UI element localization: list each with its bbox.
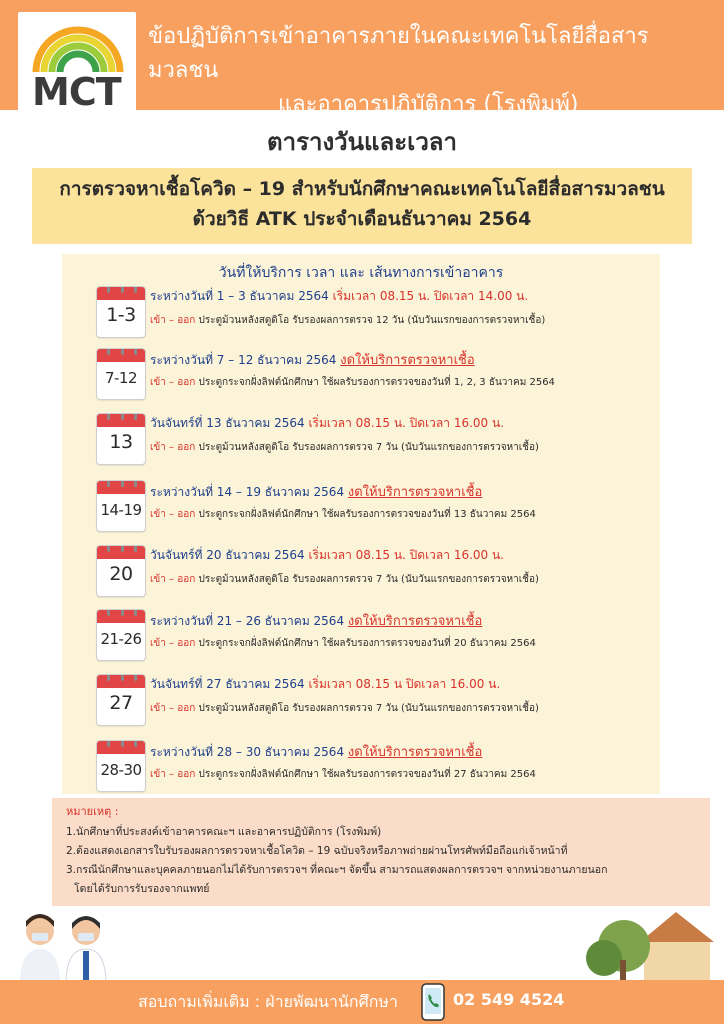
title-line-2: และอาคารปฏิบัติการ (โรงพิมพ์) — [278, 92, 579, 117]
calendar-date: 1-3 — [106, 304, 136, 326]
entry-access-label: เข้า – ออก — [150, 638, 196, 649]
entry-date-range: ระหว่างวันที่ 21 – 26 ธันวาคม 2564 — [150, 614, 348, 628]
entry-time: เริ่มเวลา 08.15 น. ปิดเวลา 16.00 น. — [308, 548, 504, 562]
entry-schedule-line — [150, 287, 528, 306]
entry-route-text: ประตูกระจกฝั่งลิฟต์นักศึกษา ใช้ผลรับรองการตรวจของวันที่ 13 ธันวาคม 2564 — [195, 509, 536, 520]
entry-closed-notice: งดให้บริการตรวจหาเชื้อ — [347, 614, 483, 629]
schedule-entry — [96, 286, 696, 348]
entry-schedule-line — [150, 546, 504, 565]
entry-route-line — [150, 767, 536, 782]
entry-schedule-line — [150, 675, 500, 694]
entry-date-range: ระหว่างวันที่ 14 – 19 ธันวาคม 2564 — [150, 485, 348, 499]
notes-list — [66, 823, 706, 899]
calendar-date: 28-30 — [100, 761, 142, 779]
entry-date-range: วันจันทร์ที่ 27 ธันวาคม 2564 — [150, 677, 309, 691]
entry-route-line — [150, 572, 539, 587]
entry-closed-notice: งดให้บริการตรวจหาเชื้อ — [347, 485, 483, 500]
notes-title: หมายเหตุ : — [66, 805, 119, 818]
entry-route-line — [150, 636, 536, 651]
students-illustration-icon — [6, 905, 116, 985]
entry-route-text: ประตูกระจกฝั่งลิฟต์นักศึกษา ใช้ผลรับรองการตรวจของวันที่ 20 ธันวาคม 2564 — [195, 638, 536, 649]
schedule-entry — [96, 740, 696, 802]
schedule-entry — [96, 348, 696, 410]
calendar-icon — [96, 286, 146, 338]
calendar-date: 7-12 — [104, 369, 138, 387]
panel-heading: วันที่ให้บริการ เวลา และ เส้นทางการเข้าอาคาร — [218, 265, 504, 281]
entry-date-range: วันจันทร์ที่ 13 ธันวาคม 2564 — [150, 416, 309, 430]
entry-access-label: เข้า – ออก — [150, 377, 196, 388]
calendar-icon — [96, 545, 146, 597]
page-title — [148, 20, 708, 122]
note-item: 1.นักศึกษาที่ประสงค์เข้าอาคารคณะฯ และอาคารปฏิบัติการ (โรงพิมพ์) — [66, 826, 382, 838]
schedule-entry — [96, 674, 696, 736]
note-item: 2.ต้องแสดงเอกสารใบรับรองผลการตรวจหาเชื้อโควิด – 19 ฉบับจริงหรือภาพถ่ายผ่านโทรศัพท์มือถือแก่เจ้าหน้าที่ — [66, 845, 568, 857]
banner-line-2: ด้วยวิธี ATK ประจำเดือนธันวาคม 2564 — [192, 208, 532, 230]
calendar-icon — [96, 348, 146, 400]
contact-phone: 02 549 4524 — [453, 990, 565, 1009]
calendar-icon — [96, 609, 146, 661]
entry-time: เริ่มเวลา 08.15 น ปิดเวลา 16.00 น. — [308, 677, 501, 691]
entry-route-line — [150, 440, 539, 455]
entry-schedule-line — [150, 414, 504, 433]
entry-schedule-line — [150, 349, 475, 370]
entry-closed-notice: งดให้บริการตรวจหาเชื้อ — [347, 745, 483, 760]
schedule-entry — [96, 545, 696, 607]
mct-logo — [18, 12, 136, 120]
entry-schedule-line — [150, 610, 482, 631]
calendar-icon — [96, 740, 146, 792]
entry-route-line — [150, 375, 555, 390]
entry-route-line — [150, 313, 545, 328]
calendar-date: 14-19 — [100, 501, 142, 519]
schedule-entry — [96, 480, 696, 542]
schedule-entry — [96, 413, 696, 475]
phone-icon — [420, 983, 446, 1021]
building-tree-illustration-icon — [584, 900, 714, 982]
calendar-icon — [96, 480, 146, 532]
entry-route-text: ประตูม้วนหลังสตูดิโอ รับรองผลการตรวจ 7 วัน (นับวันแรกของการตรวจหาเชื้อ) — [195, 442, 539, 453]
entry-date-range: ระหว่างวันที่ 7 – 12 ธันวาคม 2564 — [150, 353, 341, 367]
calendar-date: 21-26 — [100, 630, 142, 648]
schedule-entry — [96, 609, 696, 671]
entry-access-label: เข้า – ออก — [150, 509, 196, 520]
entry-closed-notice: งดให้บริการตรวจหาเชื้อ — [340, 353, 475, 368]
calendar-icon — [96, 413, 146, 465]
entry-time: เริ่มเวลา 08.15 น. ปิดเวลา 16.00 น. — [308, 416, 504, 430]
calendar-date: 27 — [109, 692, 133, 714]
entry-route-text: ประตูกระจกฝั่งลิฟต์นักศึกษา ใช้ผลรับรองการตรวจของวันที่ 27 ธันวาคม 2564 — [195, 769, 536, 780]
calendar-date: 13 — [109, 431, 133, 453]
logo-text: MCT — [32, 70, 121, 114]
entry-access-label: เข้า – ออก — [150, 769, 196, 780]
note-item: 3.กรณีนักศึกษาและบุคคลภายนอกไม่ได้รับการตรวจฯ ที่คณะฯ จัดขึ้น สามารถแสดงผลการตรวจฯ จากหน่วยงานภายนอก — [66, 864, 608, 876]
title-line-1: ข้อปฏิบัติการเข้าอาคารภายในคณะเทคโนโลยีสื่อสารมวลชน — [148, 24, 649, 83]
entry-route-line — [150, 507, 536, 522]
entry-access-label: เข้า – ออก — [150, 442, 196, 453]
calendar-icon — [96, 674, 146, 726]
banner-line-1: การตรวจหาเชื้อโควิด – 19 สำหรับนักศึกษาคณะเทคโนโลยีสื่อสารมวลชน — [59, 178, 665, 200]
entry-schedule-line — [150, 481, 482, 502]
schedule-heading: ตารางวันและเวลา — [267, 128, 457, 156]
entry-route-text: ประตูม้วนหลังสตูดิโอ รับรองผลการตรวจ 12 วัน (นับวันแรกของการตรวจหาเชื้อ) — [195, 315, 546, 326]
entry-schedule-line — [150, 741, 482, 762]
entry-route-text: ประตูม้วนหลังสตูดิโอ รับรองผลการตรวจ 7 วัน (นับวันแรกของการตรวจหาเชื้อ) — [195, 574, 539, 585]
entry-route-text: ประตูม้วนหลังสตูดิโอ รับรองผลการตรวจ 7 วัน (นับวันแรกของการตรวจหาเชื้อ) — [195, 703, 539, 714]
entry-date-range: ระหว่างวันที่ 1 – 3 ธันวาคม 2564 — [150, 289, 333, 303]
entry-route-text: ประตูกระจกฝั่งลิฟต์นักศึกษา ใช้ผลรับรองการตรวจของวันที่ 1, 2, 3 ธันวาคม 2564 — [195, 377, 555, 388]
entry-date-range: วันจันทร์ที่ 20 ธันวาคม 2564 — [150, 548, 309, 562]
logo-arcs-icon — [30, 18, 126, 74]
entry-access-label: เข้า – ออก — [150, 703, 196, 714]
calendar-date: 20 — [109, 563, 133, 585]
entry-time: เริ่มเวลา 08.15 น. ปิดเวลา 14.00 น. — [332, 289, 529, 303]
entry-access-label: เข้า – ออก — [150, 574, 196, 585]
contact-text: สอบถามเพิ่มเติม : ฝ่ายพัฒนานักศึกษา — [138, 992, 398, 1011]
atk-banner — [32, 168, 692, 244]
entry-access-label: เข้า – ออก — [150, 315, 196, 326]
entry-date-range: ระหว่างวันที่ 28 – 30 ธันวาคม 2564 — [150, 745, 348, 759]
entry-route-line — [150, 701, 539, 716]
note-item: โดยได้รับการรับรองจากแพทย์ — [74, 883, 210, 895]
